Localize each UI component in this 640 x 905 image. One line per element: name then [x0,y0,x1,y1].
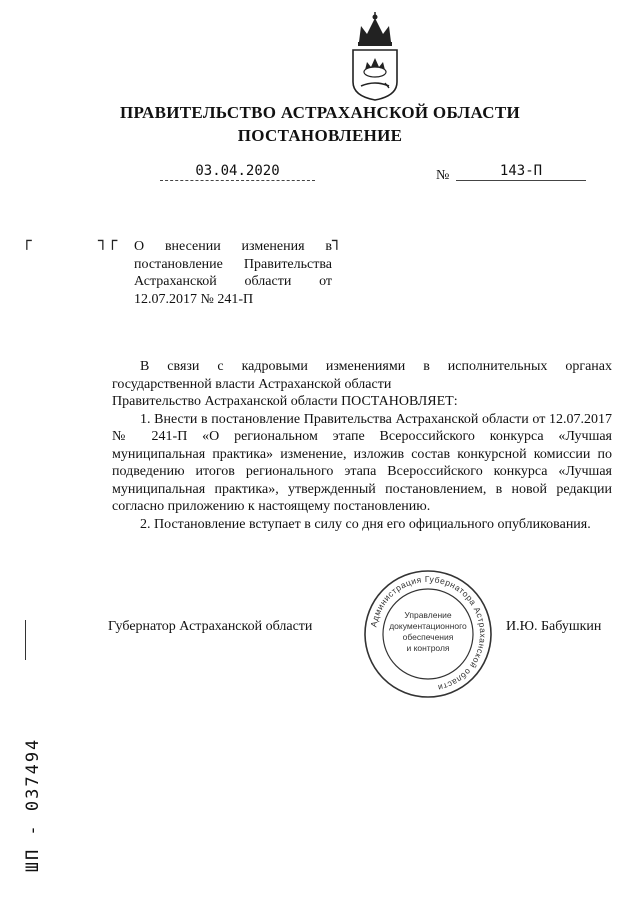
stamp-line-1: Управление [404,610,452,620]
body-paragraph-item-2: 2. Постановление вступает в силу со дня его официального опубликования. [140,516,591,532]
corner-mark-subject-start: ┐┌ [98,231,118,250]
body-paragraph-item-1: 1. Внести в постановление Правительства Астраханской области от 12.07.2017 № 241-П «О региональном этапе Всероссийского конкурса «Лучшая муниципальная практика» изменение, изложив состав конкурсной комиссии по подведению итогов регионального этапа Всероссийского конкурса «Лучшая муниципальная практика», утвержденный постановлением, в новой редакции согласно приложению к настоящему постановлению. [112,411,612,514]
coat-of-arms-emblem [345,12,405,102]
signatory-name: И.Ю. Бабушкин [506,619,602,634]
subject-text: О внесении изменения в постановление Правительства Астраханской области от 12.07.2017 № 241-П [134,239,332,307]
document-date: 03.04.2020 [160,163,315,181]
document-number: 143-П [456,163,586,181]
document-body [112,358,612,533]
body-paragraph-resolves: Правительство Астраханской области ПОСТАНОВЛЯЕТ: [112,394,458,409]
document-type-heading: ПОСТАНОВЛЕНИЕ [237,126,403,145]
signatory-title: Губернатор Астраханской области [108,619,313,634]
margin-line [25,620,26,660]
number-label: № [436,168,450,183]
body-paragraph-intro: В связи с кадровыми изменениями в исполнительных органах государственной власти Астраханской области [112,359,612,392]
stamp-ring-text: Администрация Губернатора Астраханской области [368,573,489,694]
corner-mark-subject-end: ┐ [332,231,342,250]
serial-number [18,715,48,895]
stamp-line-2: документационного [389,621,467,631]
government-heading: ПРАВИТЕЛЬСТВО АСТРАХАНСКОЙ ОБЛАСТИ [120,103,520,122]
stamp-line-3: обеспечения [402,632,454,642]
stamp-line-4: и контроля [406,643,450,653]
official-round-stamp [362,568,494,700]
serial-number-text: ШП - 037494 [23,737,43,873]
corner-mark-left: ┌ [22,231,32,250]
